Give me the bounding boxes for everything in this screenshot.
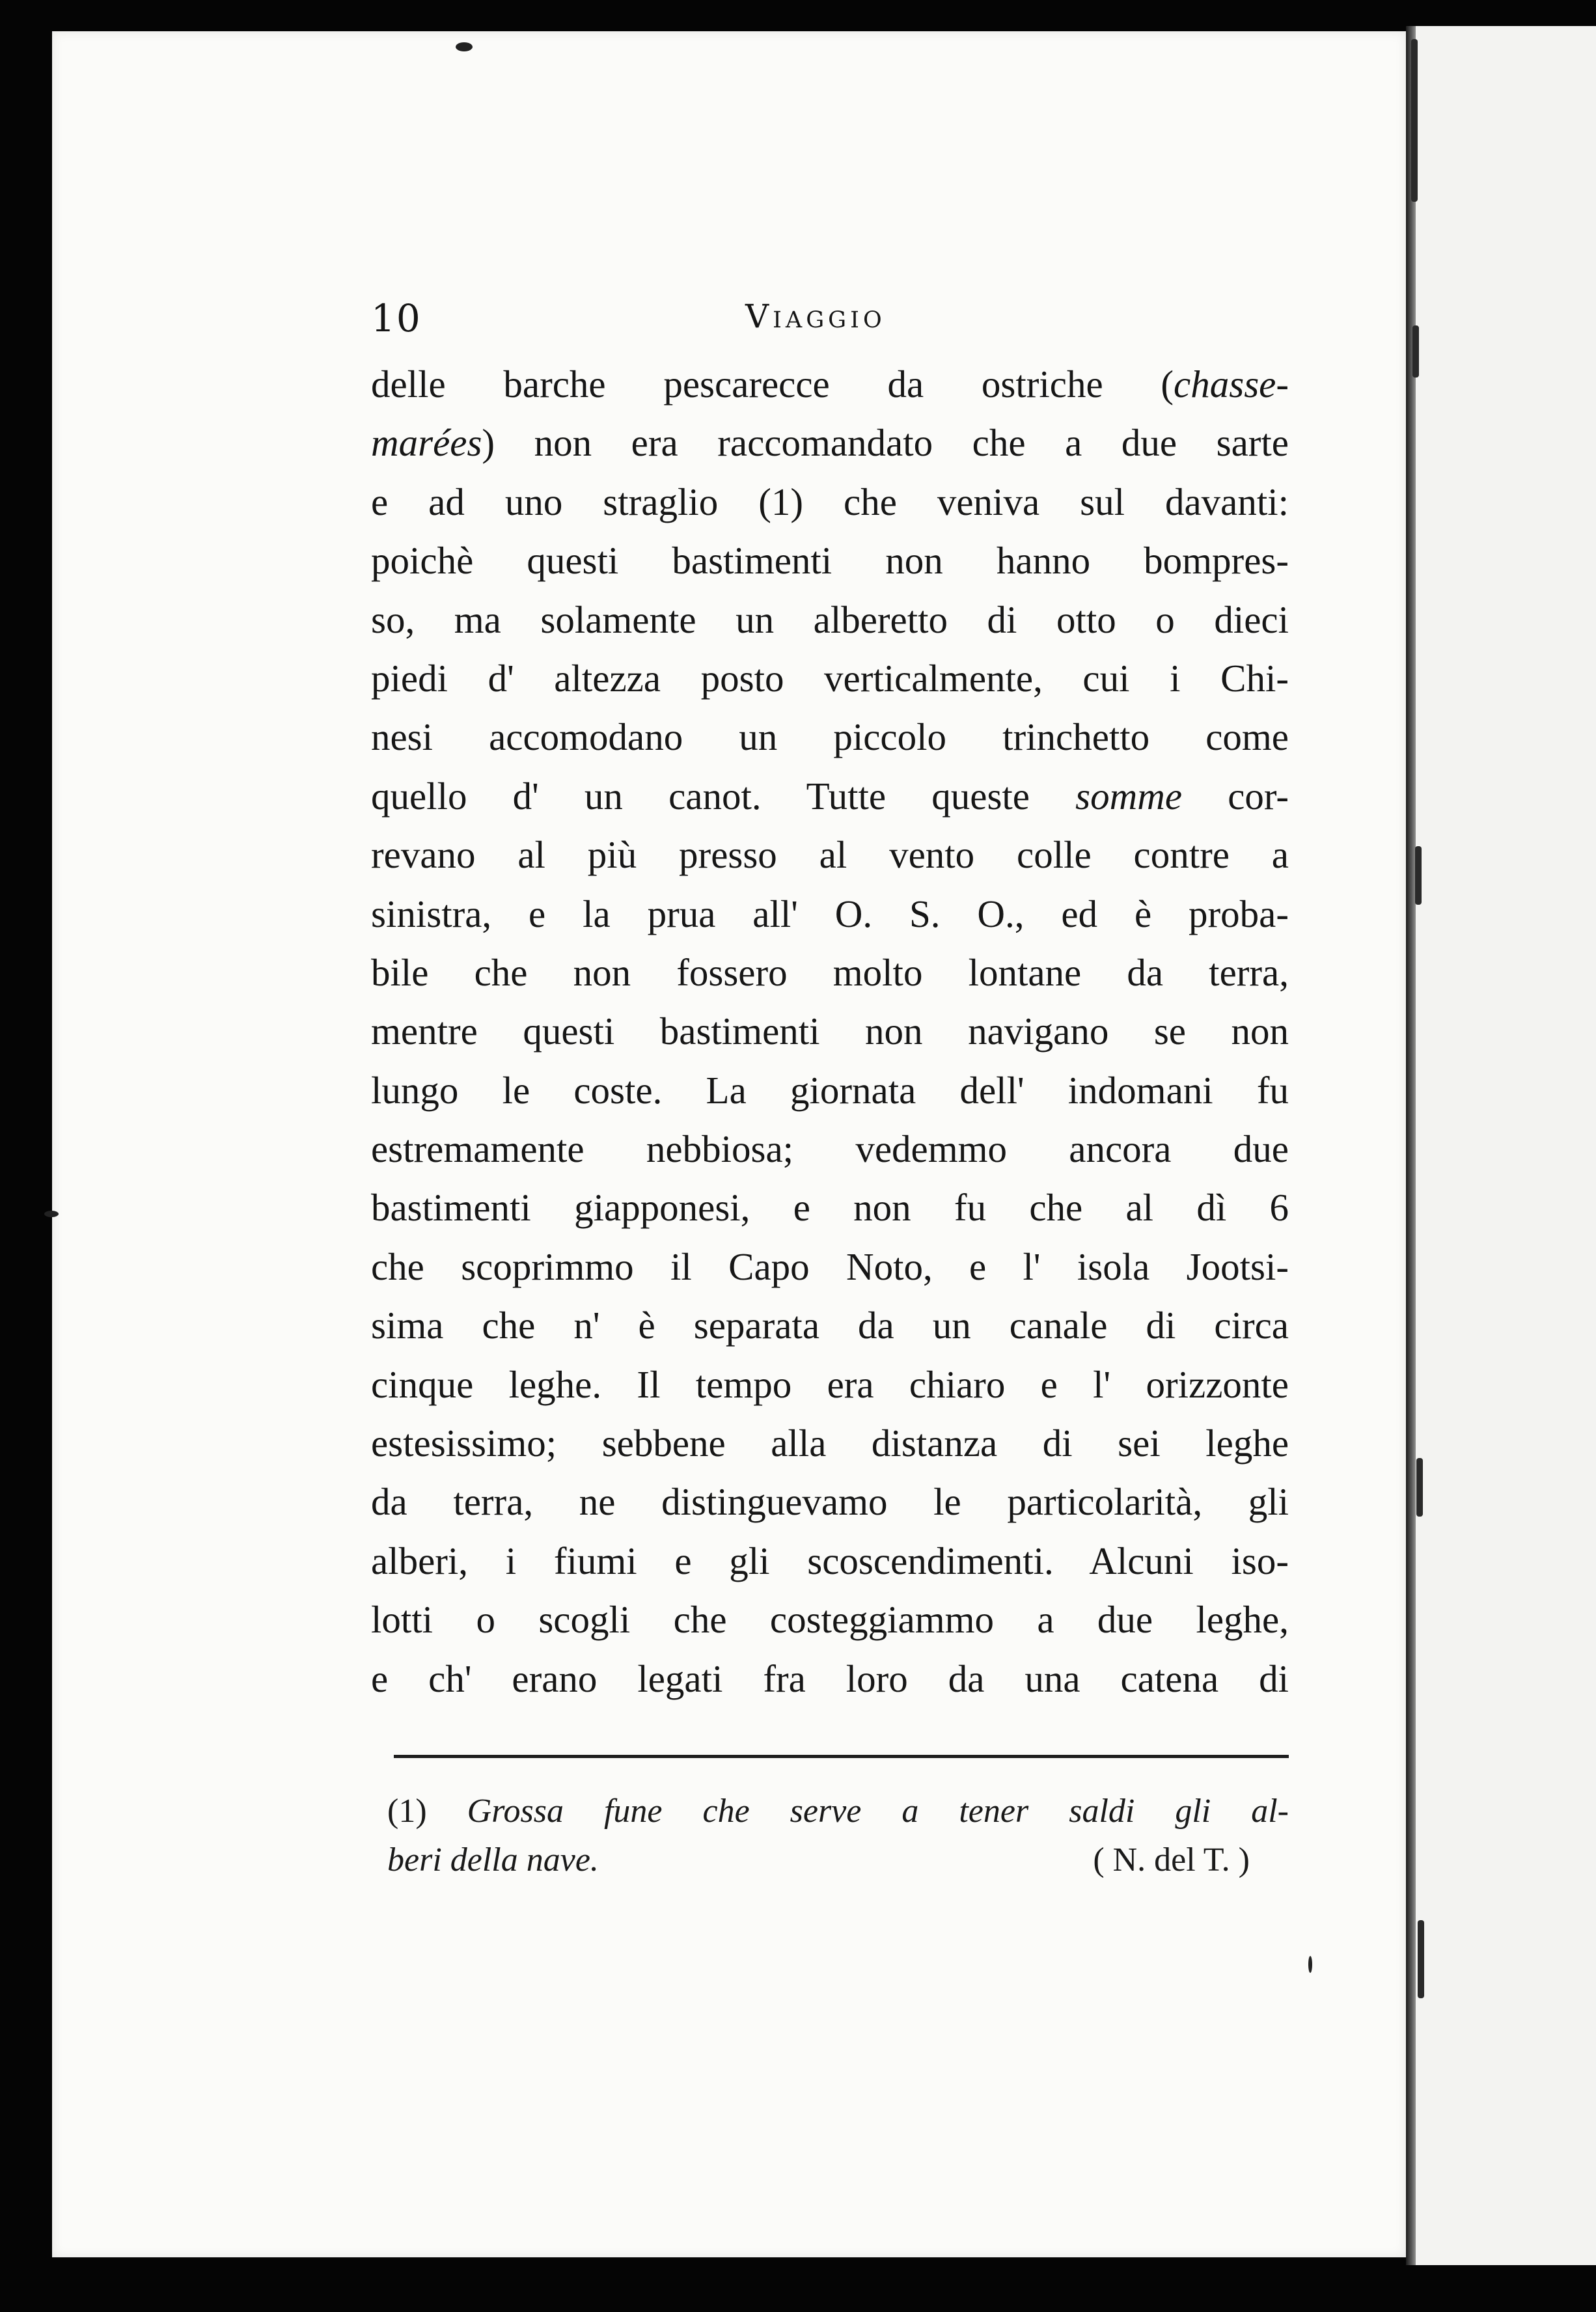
text-segment: bastimenti giapponesi, e non fu che al dì 6	[371, 1186, 1289, 1230]
body-text	[371, 355, 1289, 1708]
text-segment: revano al più presso al vento colle contre a	[371, 833, 1289, 877]
text-segment: mentre questi bastimenti non navigano se non	[371, 1010, 1289, 1053]
text-segment: lotti o scogli che costeggiammo a due leghe,	[371, 1598, 1289, 1642]
footnote-rule	[394, 1755, 1289, 1758]
text-segment: somme	[1075, 774, 1183, 818]
text-line	[371, 1237, 1289, 1296]
spine-shadow-mark	[1418, 1920, 1424, 1998]
text-segment: alberi, i fiumi e gli scoscendimenti. Alcuni iso-	[371, 1539, 1289, 1582]
text-line	[371, 1532, 1289, 1590]
text-segment: quello d' un canot. Tutte queste	[371, 774, 1076, 818]
text-segment: chasse-	[1174, 363, 1289, 406]
text-segment: che scoprimmo il Capo Noto, e l' isola Jootsi-	[371, 1245, 1289, 1288]
text-line	[371, 1296, 1289, 1355]
text-line	[371, 825, 1289, 884]
text-line	[371, 590, 1289, 649]
text-line	[371, 1061, 1289, 1120]
running-head: Viaggio	[745, 297, 886, 335]
text-line	[371, 1590, 1289, 1649]
text-line	[371, 1120, 1289, 1178]
footnote-text: beri della nave.	[387, 1841, 599, 1878]
paper-speck	[44, 1211, 59, 1217]
footnote-marker: (1)	[387, 1793, 427, 1830]
text-line	[371, 1414, 1289, 1472]
text-line	[371, 1178, 1289, 1237]
text-segment: bile che non fossero molto lontane da terra,	[371, 950, 1289, 994]
text-line	[371, 1355, 1289, 1414]
text-segment: e ad uno straglio (1) che veniva sul davanti:	[371, 480, 1289, 523]
paper-speck	[1308, 1956, 1312, 1973]
text-line	[371, 1472, 1289, 1531]
spine-shadow-mark	[1416, 1458, 1423, 1517]
text-segment: da terra, ne distinguevamo le particolarità, gli	[371, 1480, 1289, 1524]
page-header	[371, 296, 1295, 348]
text-segment: sinistra, e la prua all' O. S. O., ed è proba-	[371, 892, 1289, 935]
text-line	[371, 355, 1289, 413]
text-segment: estremamente nebbiosa; vedemmo ancora due	[371, 1127, 1289, 1171]
text-segment: marées	[371, 421, 482, 465]
text-line	[371, 708, 1289, 766]
text-segment: poichè questi bastimenti non hanno bompres-	[371, 539, 1289, 583]
text-line	[371, 885, 1289, 943]
text-segment: estesissimo; sebbene alla distanza di sei leghe	[371, 1422, 1289, 1465]
page-number: 10	[371, 296, 422, 340]
text-line	[371, 531, 1289, 590]
spine-shadow-mark	[1412, 325, 1419, 378]
footnote-text: Grossa fune che serve a tener saldi gli al-	[467, 1793, 1289, 1830]
text-segment: lungo le coste. La giornata dell' indomani fu	[371, 1068, 1289, 1112]
text-line	[371, 649, 1289, 708]
text-line	[371, 1002, 1289, 1060]
spine-shadow-mark	[1411, 39, 1418, 202]
text-segment: ) non era raccomandato che a due sarte	[482, 421, 1289, 465]
adjacent-page-edge	[1416, 26, 1596, 2265]
text-line	[371, 473, 1289, 531]
footnote	[387, 1787, 1289, 1884]
text-segment: cinque leghe. Il tempo era chiaro e l' orizzonte	[371, 1362, 1289, 1406]
text-segment: piedi d' altezza posto verticalmente, cui i Chi-	[371, 656, 1289, 700]
paper-speck	[456, 42, 473, 51]
text-segment: nesi accomodano un piccolo trinchetto come	[371, 715, 1289, 759]
text-line	[371, 1649, 1289, 1708]
footnote-line	[387, 1787, 1289, 1836]
text-segment: cor-	[1182, 774, 1289, 818]
text-line	[371, 767, 1289, 825]
text-segment: delle barche pescarecce da ostriche (	[371, 363, 1174, 406]
spine-shadow-mark	[1415, 846, 1422, 905]
text-line	[371, 943, 1289, 1002]
text-segment: e ch' erano legati fra loro da una catena di	[371, 1657, 1289, 1700]
text-segment: sima che n' è separata da un canale di circa	[371, 1304, 1289, 1347]
footnote-attribution: ( N. del T. )	[1093, 1841, 1250, 1878]
text-segment: so, ma solamente un alberetto di otto o dieci	[371, 598, 1289, 641]
text-line	[371, 413, 1289, 472]
